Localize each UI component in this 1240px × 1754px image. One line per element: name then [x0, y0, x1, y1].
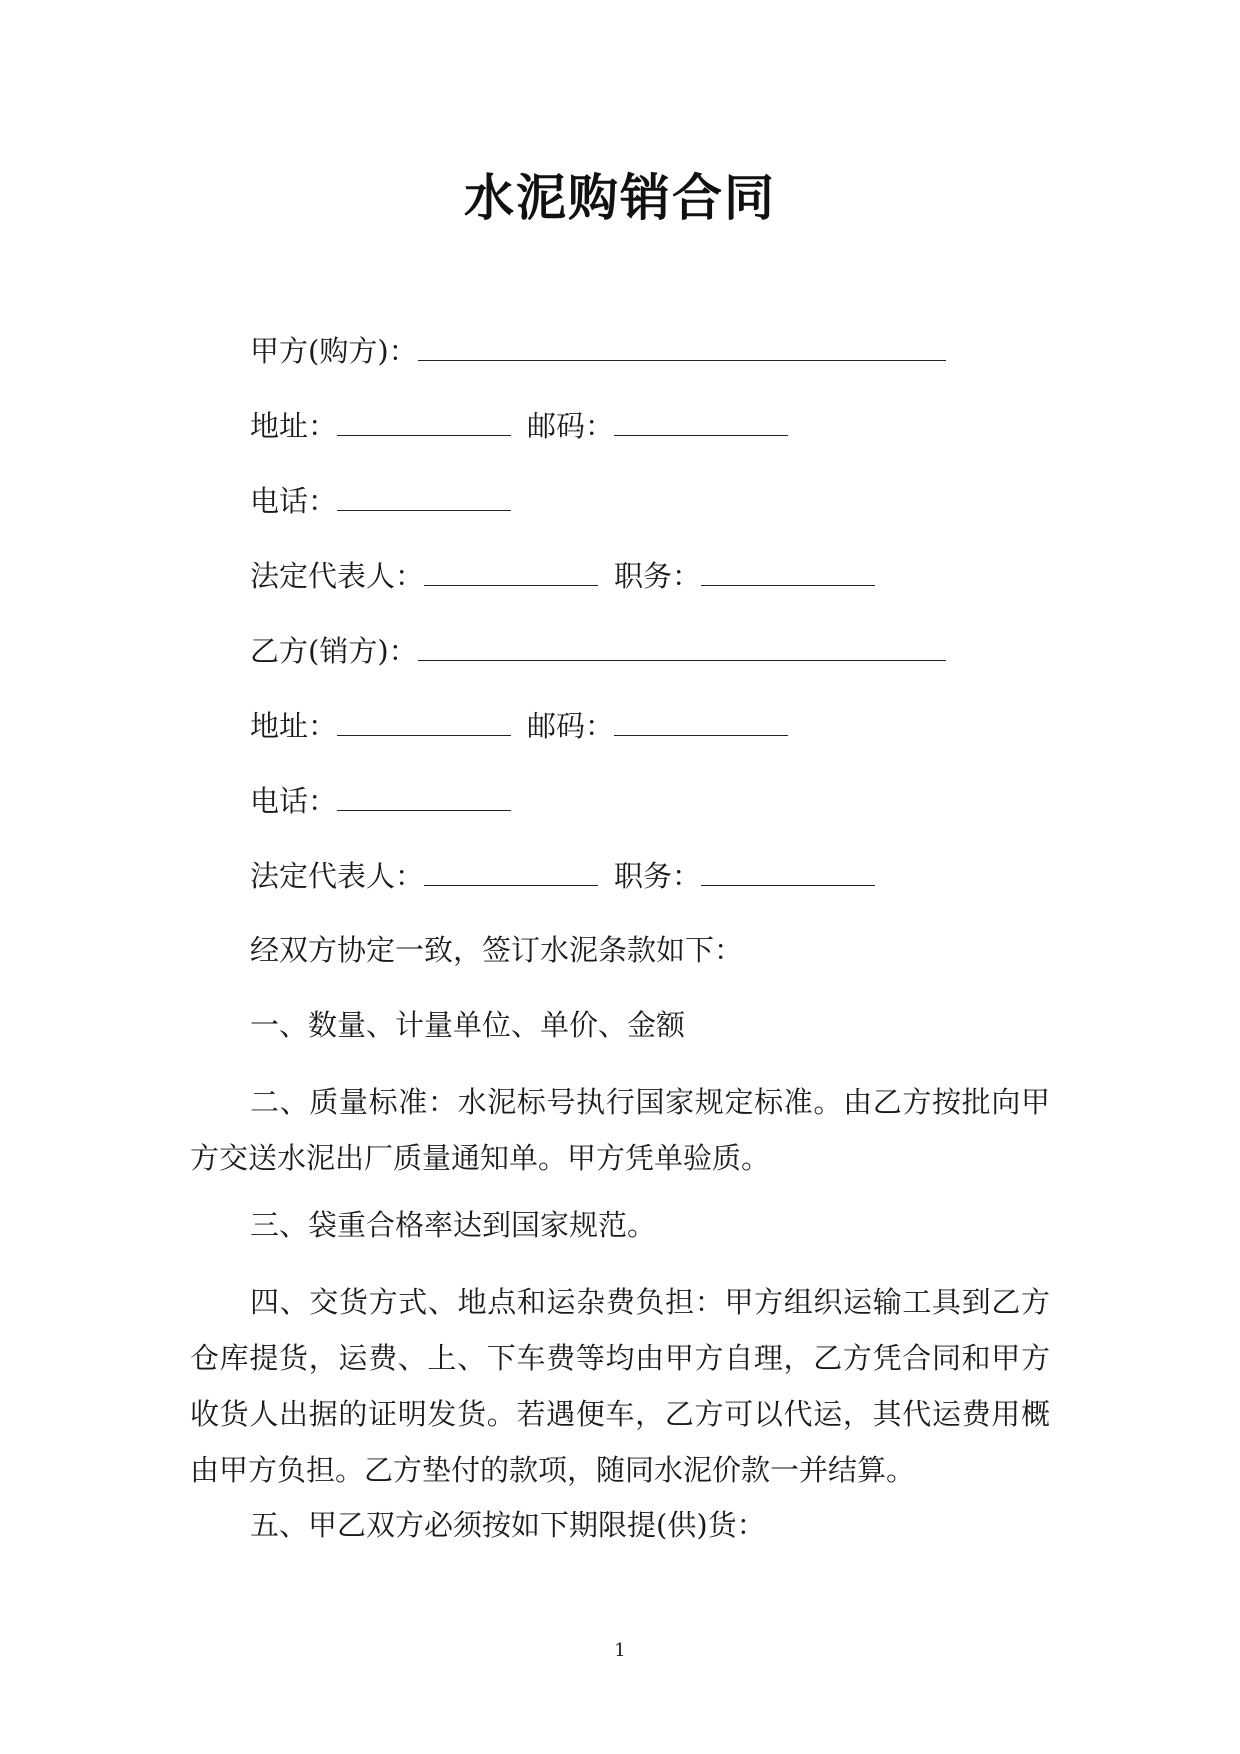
party-a-representative-blank[interactable] — [424, 555, 598, 586]
party-a-postcode-label: 邮码： — [527, 409, 615, 443]
party-a-address-row — [250, 405, 788, 446]
party-a-name-row — [250, 330, 946, 371]
party-a-address-blank[interactable] — [337, 405, 511, 436]
party-b-phone-label: 电话： — [250, 784, 338, 818]
clause-1: 一、数量、计量单位、单价、金额 — [250, 1008, 686, 1042]
party-a-representative-row — [250, 555, 875, 596]
party-b-address-row — [250, 705, 788, 746]
intro-text: 经双方协定一致，签订水泥条款如下： — [250, 933, 744, 967]
party-a-address-label: 地址： — [250, 409, 338, 443]
document-title: 水泥购销合同 — [464, 169, 776, 227]
party-b-phone-row — [250, 780, 511, 821]
party-a-postcode-blank[interactable] — [614, 405, 788, 436]
party-b-postcode-label: 邮码： — [527, 709, 615, 743]
party-a-position-blank[interactable] — [701, 555, 875, 586]
page-number: 1 — [614, 1640, 626, 1661]
clause-5: 五、甲乙双方必须按如下期限提(供)货： — [250, 1508, 766, 1542]
party-b-postcode-blank[interactable] — [614, 705, 788, 736]
clause-4: 四、交货方式、地点和运杂费负担：甲方组织运输工具到乙方仓库提货，运费、上、下车费等均由甲方自理，乙方凭合同和甲方收货人出据的证明发货。若遇便车，乙方可以代运，其代运费用概由甲方负担。乙方垫付的款项，随同水泥价款一并结算。 — [190, 1285, 1050, 1487]
clause-3: 三、袋重合格率达到国家规范。 — [250, 1208, 657, 1242]
party-b-name-blank[interactable] — [418, 630, 946, 661]
party-a-position-label: 职务： — [614, 559, 702, 593]
party-b-name-row — [250, 630, 946, 671]
party-b-address-blank[interactable] — [337, 705, 511, 736]
party-a-name-blank[interactable] — [418, 330, 946, 361]
party-a-phone-blank[interactable] — [337, 480, 511, 511]
party-b-name-label: 乙方(销方)： — [250, 634, 418, 668]
party-a-phone-row — [250, 480, 511, 521]
party-b-representative-blank[interactable] — [424, 855, 598, 886]
party-a-name-label: 甲方(购方)： — [250, 334, 418, 368]
party-b-representative-row — [250, 855, 875, 896]
party-b-position-blank[interactable] — [701, 855, 875, 886]
party-a-phone-label: 电话： — [250, 484, 338, 518]
party-b-representative-label: 法定代表人： — [250, 859, 425, 893]
party-a-representative-label: 法定代表人： — [250, 559, 425, 593]
party-b-phone-blank[interactable] — [337, 780, 511, 811]
party-b-address-label: 地址： — [250, 709, 338, 743]
clause-2: 二、质量标准：水泥标号执行国家规定标准。由乙方按批向甲方交送水泥出厂质量通知单。甲方凭单验质。 — [190, 1085, 1050, 1175]
party-b-position-label: 职务： — [614, 859, 702, 893]
